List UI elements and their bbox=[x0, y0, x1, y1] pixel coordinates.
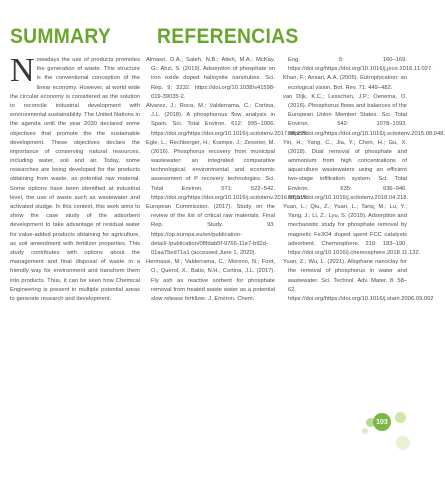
references-heading: REFERENCIAS bbox=[157, 25, 299, 48]
reference-item: Hermassi, M.; Valderrama, C.; Moreno, N.; Font, O.; Querol, X.; Batis, N.H.; Cortina, J.L. (2017). Fly ash as reactive sorbent for phosphate removal from treated waste water as a potential slow release fertilizer. J. Environ. Chem. bbox=[146, 259, 275, 302]
reference-item: Almasri, D.A.; Saleh, N.B.; Atieh, M.A.; McKay, G.; Ahzi, S. (2019). Adsorption of phosphate on iron oxide doped halloysite nanotubes. Sci. Rep. 9: 3232. https://doi.org/10.1038/s41598-019-39035-2. bbox=[146, 57, 275, 100]
reference-item: van Dijk, K.C.; Lesschen, J.P.; Oenema, O. (2016). Phosphorus flows and balances of the European Union Member States. Sci. Total Environ. 542: 1078–1093. https://doi.org/https://doi.org/10.1016/j.scitotenv.2015.08.048. bbox=[283, 93, 445, 137]
reference-item: Yin, H.; Yang, C.; Jia, Y.; Chen, H.; Gu, X. (2018). Dual removal of phosphate and ammonium from high concentrations of aquaculture wastewaters using an efficient two-stage infiltration system. Sci. Total Environ. 635: 936–946. https://doi.org/10.1016/j.scitotenv.2018.04.218. bbox=[283, 139, 409, 201]
summary-dropcap: N bbox=[10, 52, 35, 89]
reference-item: Egle, L.; Rechberger, H.; Krampe, J.; Zessner, M. (2016). Phosphorus recovery from municipal wastewater: an integrated comparative technological, environmental and economic assessment of P recovery technologies. Sci. Total Environ. 571: 522–542. https://doi.org/https://doi.org/10.1016/j.scitotenv.2016.07.019. bbox=[146, 139, 309, 201]
summary-column bbox=[10, 52, 140, 304]
reference-item: Alvarez, J.; Roca, M.; Valderrama, C.; Cortina, J.L. (2018). A phosphorous flow analysis in Spain. Sci. Total Environ. 612: 995–1006. https://doi.org/https://doi.org/10.1016/j.scitotenv.2017.08.299. bbox=[146, 102, 309, 137]
reference-item: Eng. 5: 160–169. https://doi.org/https://doi.org/10.1016/j.jece.2016.11.027. bbox=[288, 57, 433, 73]
summary-heading: SUMMARY bbox=[10, 25, 112, 48]
references-column-2 bbox=[283, 56, 445, 304]
decorative-circle bbox=[395, 412, 406, 423]
reference-item: Yuan, Z.; Wu, L. (2021). Allophane nanoclay for the removal of phosphorus in water and wastewater. Sci. Technol. Adv. Mater. 8: 58–62. https://doi.org/https://doi.org/10.1016/j.stam.2006.09.002 bbox=[283, 259, 434, 302]
references-column-1 bbox=[146, 56, 309, 304]
decorative-circle bbox=[396, 436, 410, 450]
reference-item: European Commission. (2017). Study on the review of the list of critical raw materials. Final Rep. Study. 93. https://op.europa.eu/en/publication-detail/-/publication/08fdab5f-9766-11e7-b92d-01aa75ed71a1 (accessed June 1, 2020). bbox=[146, 204, 275, 256]
page-number-badge: 103 bbox=[373, 413, 391, 431]
summary-text: owadays the use of products promotes the generation of waste. This structure is the conventional conception of the linear economy. However, at world wide the circular economy is considered as the solution to reconcile industrial development with environmental sustainability. The United Nations in the agenda until the year 2030 declared some objectives that promote the the sustainable development. These objectives declare the importance of conserving natural resources, including water, soil and air. Today, some researches are being developed for the products obtaining from waste, as potential raw material. Some options have been identified at industrial level, the use of waste such as wastewater and activated sludge. In this context, this work aims to show the case study of the adsorbent development to take advantage of residual water for value-added products obtaining for agriculture, as soil amendment with fertilizer properties. This study contributes with options about the management and final disposal of waste in a friendly way for environment and transform them into products. Thus, it can be seen how Chemical Engineering is present in multiple potential areas to generate research and development. bbox=[10, 57, 140, 302]
decorative-circle bbox=[362, 428, 368, 434]
reference-item: Yuan, L.; Qiu, Z.; Yuan, L.; Tariq, M.; Lu, Y.; Yang, J.; Li, Z.; Lyu, S. (2019). Adsorption and mechanistic study for phosphate removal by magnetic Fe3O4 doped spent FCC catalysts adsorbent. Chemosphere. 219: 183–190. https://doi.org/10.1016/j.chemosphere.2018.11.132. bbox=[283, 204, 421, 256]
reference-item: Khan, F.; Ansari, A.A. (2005). Eutrophication: an ecological vision. Bot. Rev. 71: 449–482. bbox=[283, 75, 407, 91]
